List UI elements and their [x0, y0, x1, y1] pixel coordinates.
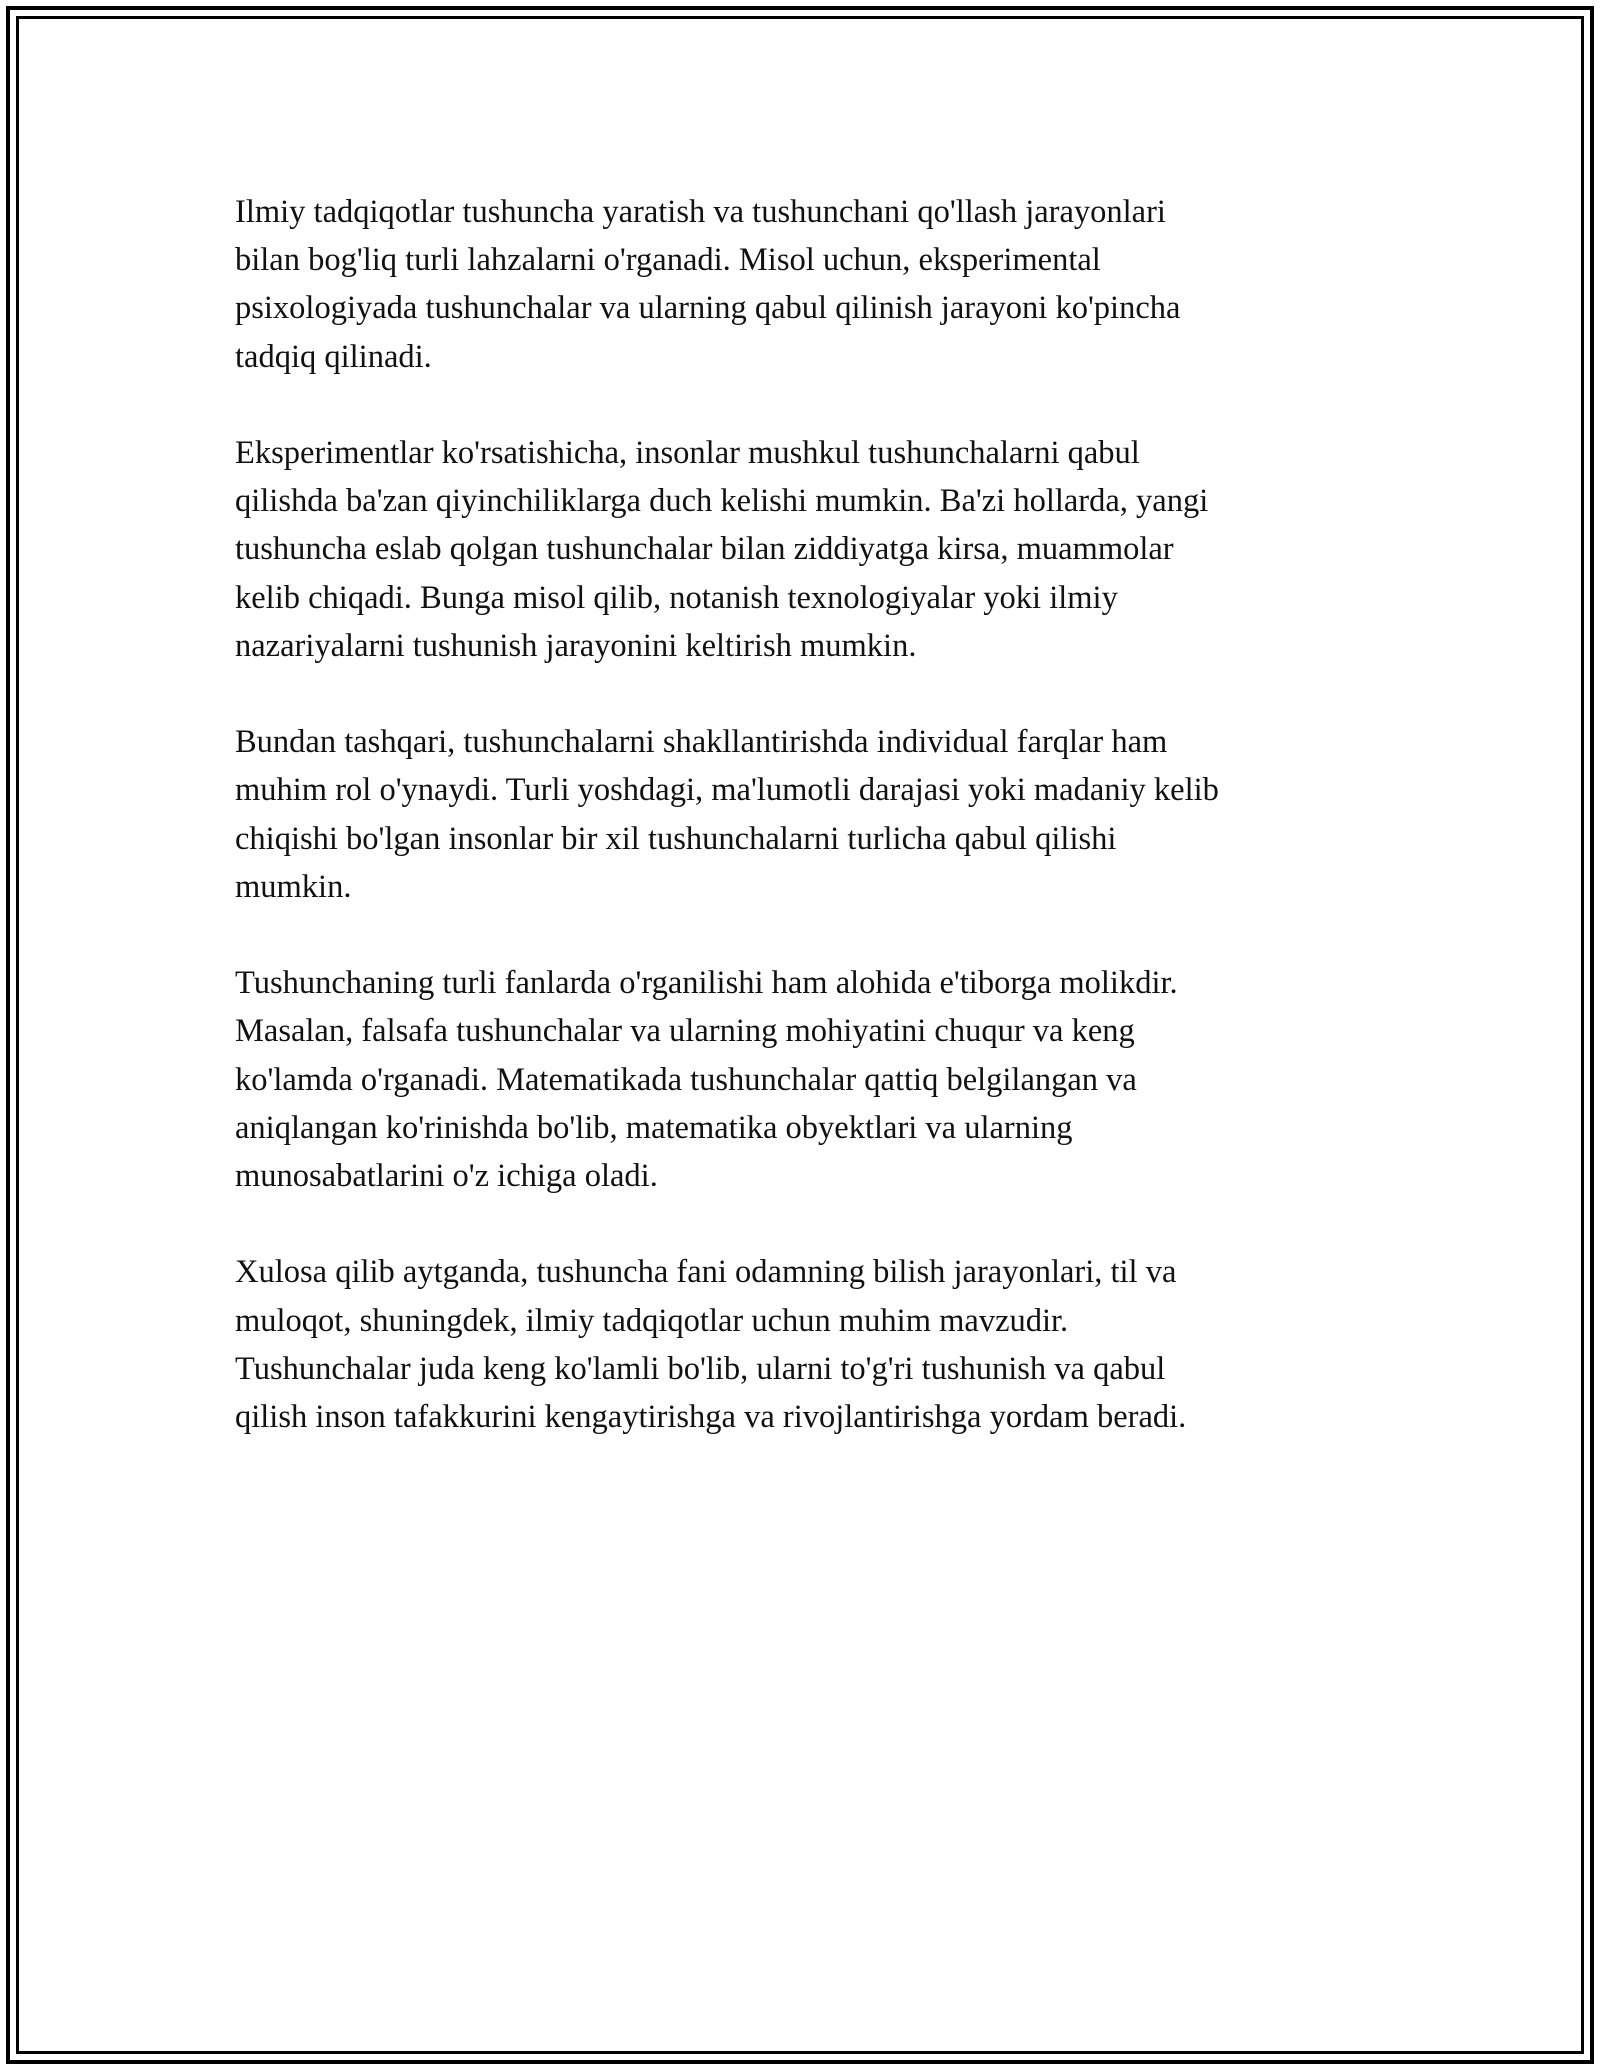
paragraph-line: nazariyalarni tushunish jarayonini keltirish mumkin.	[235, 627, 917, 664]
paragraph-line: muloqot, shuningdek, ilmiy tadqiqotlar uchun muhim mavzudir.	[235, 1302, 1069, 1339]
paragraph-line: tadqiq qilinadi.	[235, 338, 432, 375]
paragraph-line: Tushunchalar juda keng ko'lamli bo'lib, ularni to'g'ri tushunish va qabul	[235, 1350, 1166, 1387]
paragraph-3	[235, 718, 1375, 911]
paragraph-line: qilishda ba'zan qiyinchiliklarga duch kelishi mumkin. Ba'zi hollarda, yangi	[235, 483, 1209, 520]
paragraph-line: munosabatlarini o'z ichiga oladi.	[235, 1158, 658, 1195]
paragraph-line: aniqlangan ko'rinishda bo'lib, matematika obyektlari va ularning	[235, 1109, 1073, 1146]
paragraph-line: chiqishi bo'lgan insonlar bir xil tushunchalarni turlicha qabul qilishi	[235, 820, 1117, 857]
paragraph-line: mumkin.	[235, 868, 352, 905]
paragraph-line: qilish inson tafakkurini kengaytirishga va rivojlantirishga yordam beradi.	[235, 1399, 1187, 1436]
paragraph-line: muhim rol o'ynaydi. Turli yoshdagi, ma'lumotli darajasi yoki madaniy kelib	[235, 772, 1219, 809]
paragraph-line: psixologiyada tushunchalar va ularning qabul qilinish jarayoni ko'pincha	[235, 290, 1181, 327]
paragraph-line: Tushunchaning turli fanlarda o'rganilishi ham alohida e'tiborga molikdir.	[235, 965, 1178, 1002]
paragraph-line: Ilmiy tadqiqotlar tushuncha yaratish va tushunchani qo'llash jarayonlari	[235, 194, 1166, 230]
paragraph-line: Eksperimentlar ko'rsatishicha, insonlar mushkul tushunchalarni qabul	[235, 435, 1140, 471]
paragraph-line: Masalan, falsafa tushunchalar va ularning mohiyatini chuqur va keng	[235, 1013, 1135, 1050]
document-body	[235, 188, 1375, 1489]
paragraph-line: Bundan tashqari, tushunchalarni shakllantirishda individual farqlar ham	[235, 724, 1168, 761]
paragraph-line: tushuncha eslab qolgan tushunchalar bilan ziddiyatga kirsa, muammolar	[235, 531, 1174, 568]
paragraph-line: ko'lamda o'rganadi. Matematikada tushunchalar qattiq belgilangan va	[235, 1061, 1137, 1098]
paragraph-line: Xulosa qilib aytganda, tushuncha fani odamning bilish jarayonlari, til va	[235, 1254, 1177, 1291]
paragraph-5	[235, 1248, 1375, 1441]
paragraph-2	[235, 429, 1375, 670]
paragraph-1	[235, 188, 1375, 381]
paragraph-line: kelib chiqadi. Bunga misol qilib, notanish texnologiyalar yoki ilmiy	[235, 579, 1118, 616]
paragraph-4	[235, 959, 1375, 1200]
paragraph-line: bilan bog'liq turli lahzalarni o'rganadi. Misol uchun, eksperimental	[235, 242, 1101, 279]
